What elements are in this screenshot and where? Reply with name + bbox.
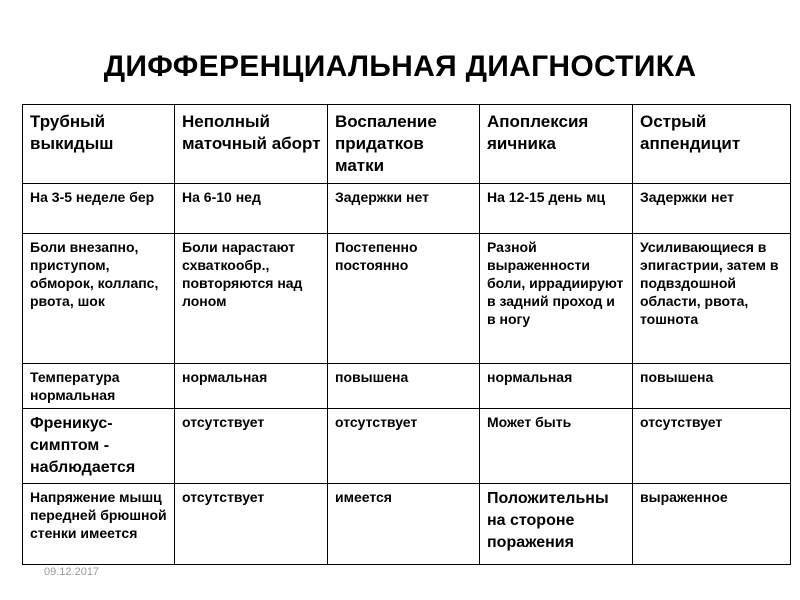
table-row bbox=[23, 234, 791, 364]
table-cell: Положительны на стороне поражения bbox=[480, 484, 633, 565]
slide-date: 09.12.2017 bbox=[44, 566, 100, 578]
table-cell: отсутствует bbox=[175, 409, 328, 484]
page-title: ДИФФЕРЕНЦИАЛЬНАЯ ДИАГНОСТИКА bbox=[103, 50, 697, 83]
table-header-row bbox=[23, 105, 791, 184]
table-cell: нормальная bbox=[175, 364, 328, 409]
table-row bbox=[23, 364, 791, 409]
table-cell: отсутствует bbox=[175, 484, 328, 565]
table-cell: повышена bbox=[328, 364, 480, 409]
table-cell: Постепенно постоянно bbox=[328, 234, 480, 364]
table-cell: Температура нормальная bbox=[23, 364, 175, 409]
table-row bbox=[23, 184, 791, 234]
diagnosis-table bbox=[22, 104, 791, 565]
header-tubal-abortion: Трубный выкидыш bbox=[23, 105, 175, 184]
table-cell: выраженное bbox=[633, 484, 791, 565]
table-cell: имеется bbox=[328, 484, 480, 565]
header-appendicitis: Острый аппендицит bbox=[633, 105, 791, 184]
table-cell: отсутствует bbox=[633, 409, 791, 484]
header-incomplete-abortion: Неполный маточный аборт bbox=[175, 105, 328, 184]
header-ovarian-apoplexy: Апоплексия яичника bbox=[480, 105, 633, 184]
table-cell: Напряжение мышц передней брюшной стенки имеется bbox=[23, 484, 175, 565]
table-row bbox=[23, 409, 791, 484]
table-cell: Может быть bbox=[480, 409, 633, 484]
table-cell: отсутствует bbox=[328, 409, 480, 484]
table-cell: повышена bbox=[633, 364, 791, 409]
table-cell: Разной выраженности боли, иррадиируют в задний проход и в ногу bbox=[480, 234, 633, 364]
table-cell: Боли нарастают схваткообр., повторяются над лоном bbox=[175, 234, 328, 364]
table-cell: Френикус-симптом - наблюдается bbox=[23, 409, 175, 484]
table-cell: На 6-10 нед bbox=[175, 184, 328, 234]
table-cell: Задержки нет bbox=[633, 184, 791, 234]
table-cell: Усиливающиеся в эпигастрии, затем в подвздошной области, рвота, тошнота bbox=[633, 234, 791, 364]
table-cell: Задержки нет bbox=[328, 184, 480, 234]
header-adnexitis: Воспаление придатков матки bbox=[328, 105, 480, 184]
table-cell: нормальная bbox=[480, 364, 633, 409]
table-cell: На 12-15 день мц bbox=[480, 184, 633, 234]
table-row bbox=[23, 484, 791, 565]
table-cell: На 3-5 неделе бер bbox=[23, 184, 175, 234]
table-cell: Боли внезапно, приступом, обморок, коллапс, рвота, шок bbox=[23, 234, 175, 364]
